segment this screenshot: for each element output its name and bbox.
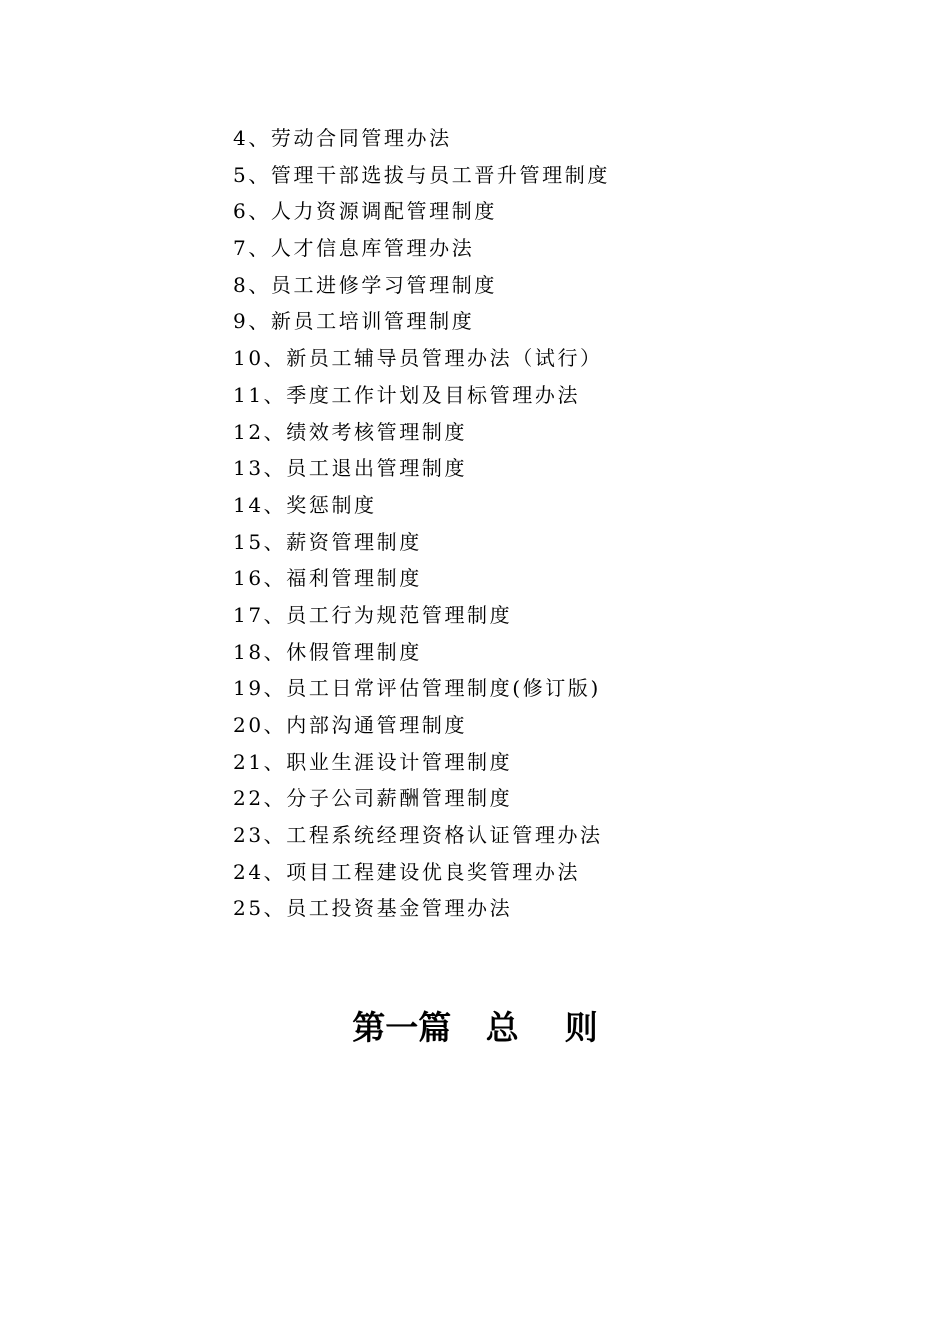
toc-item: 12、绩效考核管理制度 [233,419,468,444]
toc-item: 18、休假管理制度 [233,639,422,664]
toc-item: 13、员工退出管理制度 [233,456,468,481]
toc-item: 15、薪资管理制度 [233,529,422,554]
toc-item: 5、管理干部选拔与员工晋升管理制度 [233,162,610,187]
table-of-contents [233,120,610,927]
toc-item: 22、分子公司薪酬管理制度 [233,786,513,811]
toc-item: 4、劳动合同管理办法 [233,126,452,150]
toc-item: 8、员工进修学习管理制度 [233,272,497,297]
toc-item: 7、人才信息库管理办法 [233,236,475,261]
toc-item: 24、项目工程建设优良奖管理办法 [233,859,581,884]
toc-item: 23、工程系统经理资格认证管理办法 [233,823,603,848]
toc-item: 6、人力资源调配管理制度 [233,199,497,224]
section-title: 第一篇 总 则 [352,1008,598,1048]
toc-item: 14、奖惩制度 [233,492,377,517]
toc-item: 25、员工投资基金管理办法 [233,896,513,921]
toc-item: 20、内部沟通管理制度 [233,713,468,737]
toc-item: 21、职业生涯设计管理制度 [233,749,513,774]
toc-item: 10、新员工辅导员管理办法（试行） [233,346,603,371]
toc-item: 16、福利管理制度 [233,566,422,591]
toc-item: 17、员工行为规范管理制度 [233,602,513,627]
toc-item: 11、季度工作计划及目标管理办法 [233,382,581,407]
toc-item: 19、员工日常评估管理制度(修订版) [233,676,601,701]
toc-item: 9、新员工培训管理制度 [233,309,475,334]
